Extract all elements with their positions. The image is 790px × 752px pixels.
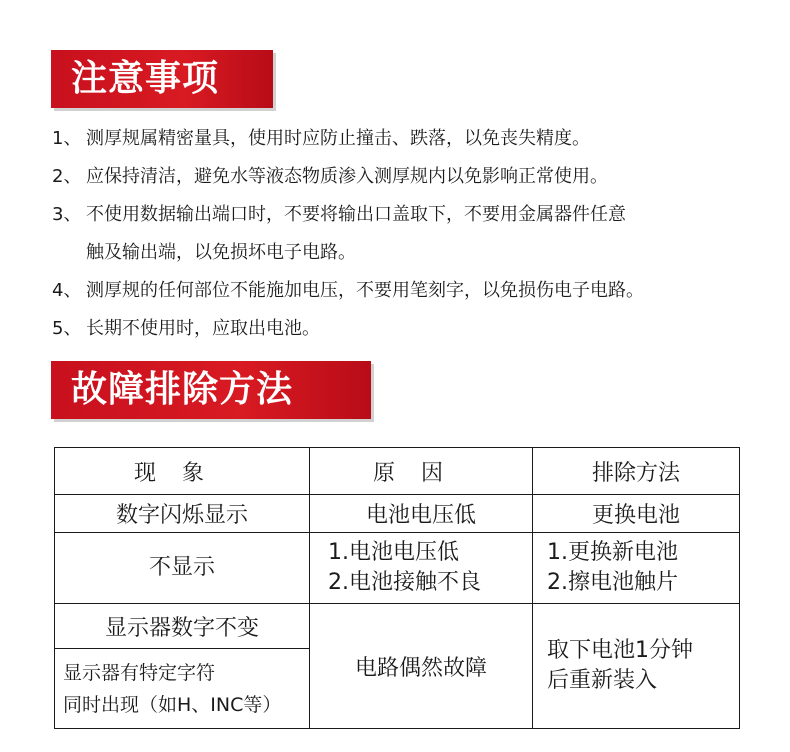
header-symptom: 现象 [55,448,310,495]
symptom-cell: 数字闪烁显示 [55,495,310,532]
remedy-line: 2.擦电池触片 [547,569,678,595]
remedy-cell: 更换电池 [533,495,740,532]
precautions-list [52,120,772,348]
precaution-item: 1、 测厚规属精密量具，使用时应防止撞击、跌落，以免丧失精度。 [52,128,590,149]
precaution-item: 4、 测厚规的任何部位不能施加电压，不要用笔刻字，以免损伤电子电路。 [52,280,644,301]
precautions-title: 注意事项 [51,50,273,108]
symptom-cell [55,649,310,729]
symptom-cell: 不显示 [55,532,310,604]
table-row [55,495,740,532]
remedy-cell [533,532,740,604]
cause-cell [310,532,533,604]
troubleshooting-title: 故障排除方法 [51,361,371,419]
table-header-row [55,448,740,495]
table-row [55,532,740,604]
header-cause: 原因 [310,448,533,495]
cause-line: 2.电池接触不良 [328,569,481,595]
symptom-line: 同时出现（如H、INC等） [63,693,282,716]
precaution-item: 5、 长期不使用时，应取出电池。 [52,318,320,339]
remedy-line: 1.更换新电池 [547,539,678,565]
cause-cell: 电池电压低 [310,495,533,532]
table-row [55,604,740,649]
remedy-line: 取下电池1分钟 [547,638,693,664]
symptom-line: 显示器有特定字符 [63,661,216,684]
remedy-cell [533,604,740,729]
precaution-item-continued: 触及输出端，以免损坏电子电路。 [86,242,356,263]
header-remedy: 排除方法 [533,448,740,495]
cause-line: 1.电池电压低 [328,539,459,565]
remedy-line: 后重新装入 [547,668,658,694]
troubleshooting-table [54,447,740,729]
precaution-item: 2、 应保持清洁，避免水等液态物质渗入测厚规内以免影响正常使用。 [52,166,608,187]
precaution-item: 3、 不使用数据输出端口时，不要将输出口盖取下，不要用金属器件任意 [52,204,626,225]
cause-cell: 电路偶然故障 [310,604,533,729]
symptom-cell: 显示器数字不变 [55,604,310,649]
